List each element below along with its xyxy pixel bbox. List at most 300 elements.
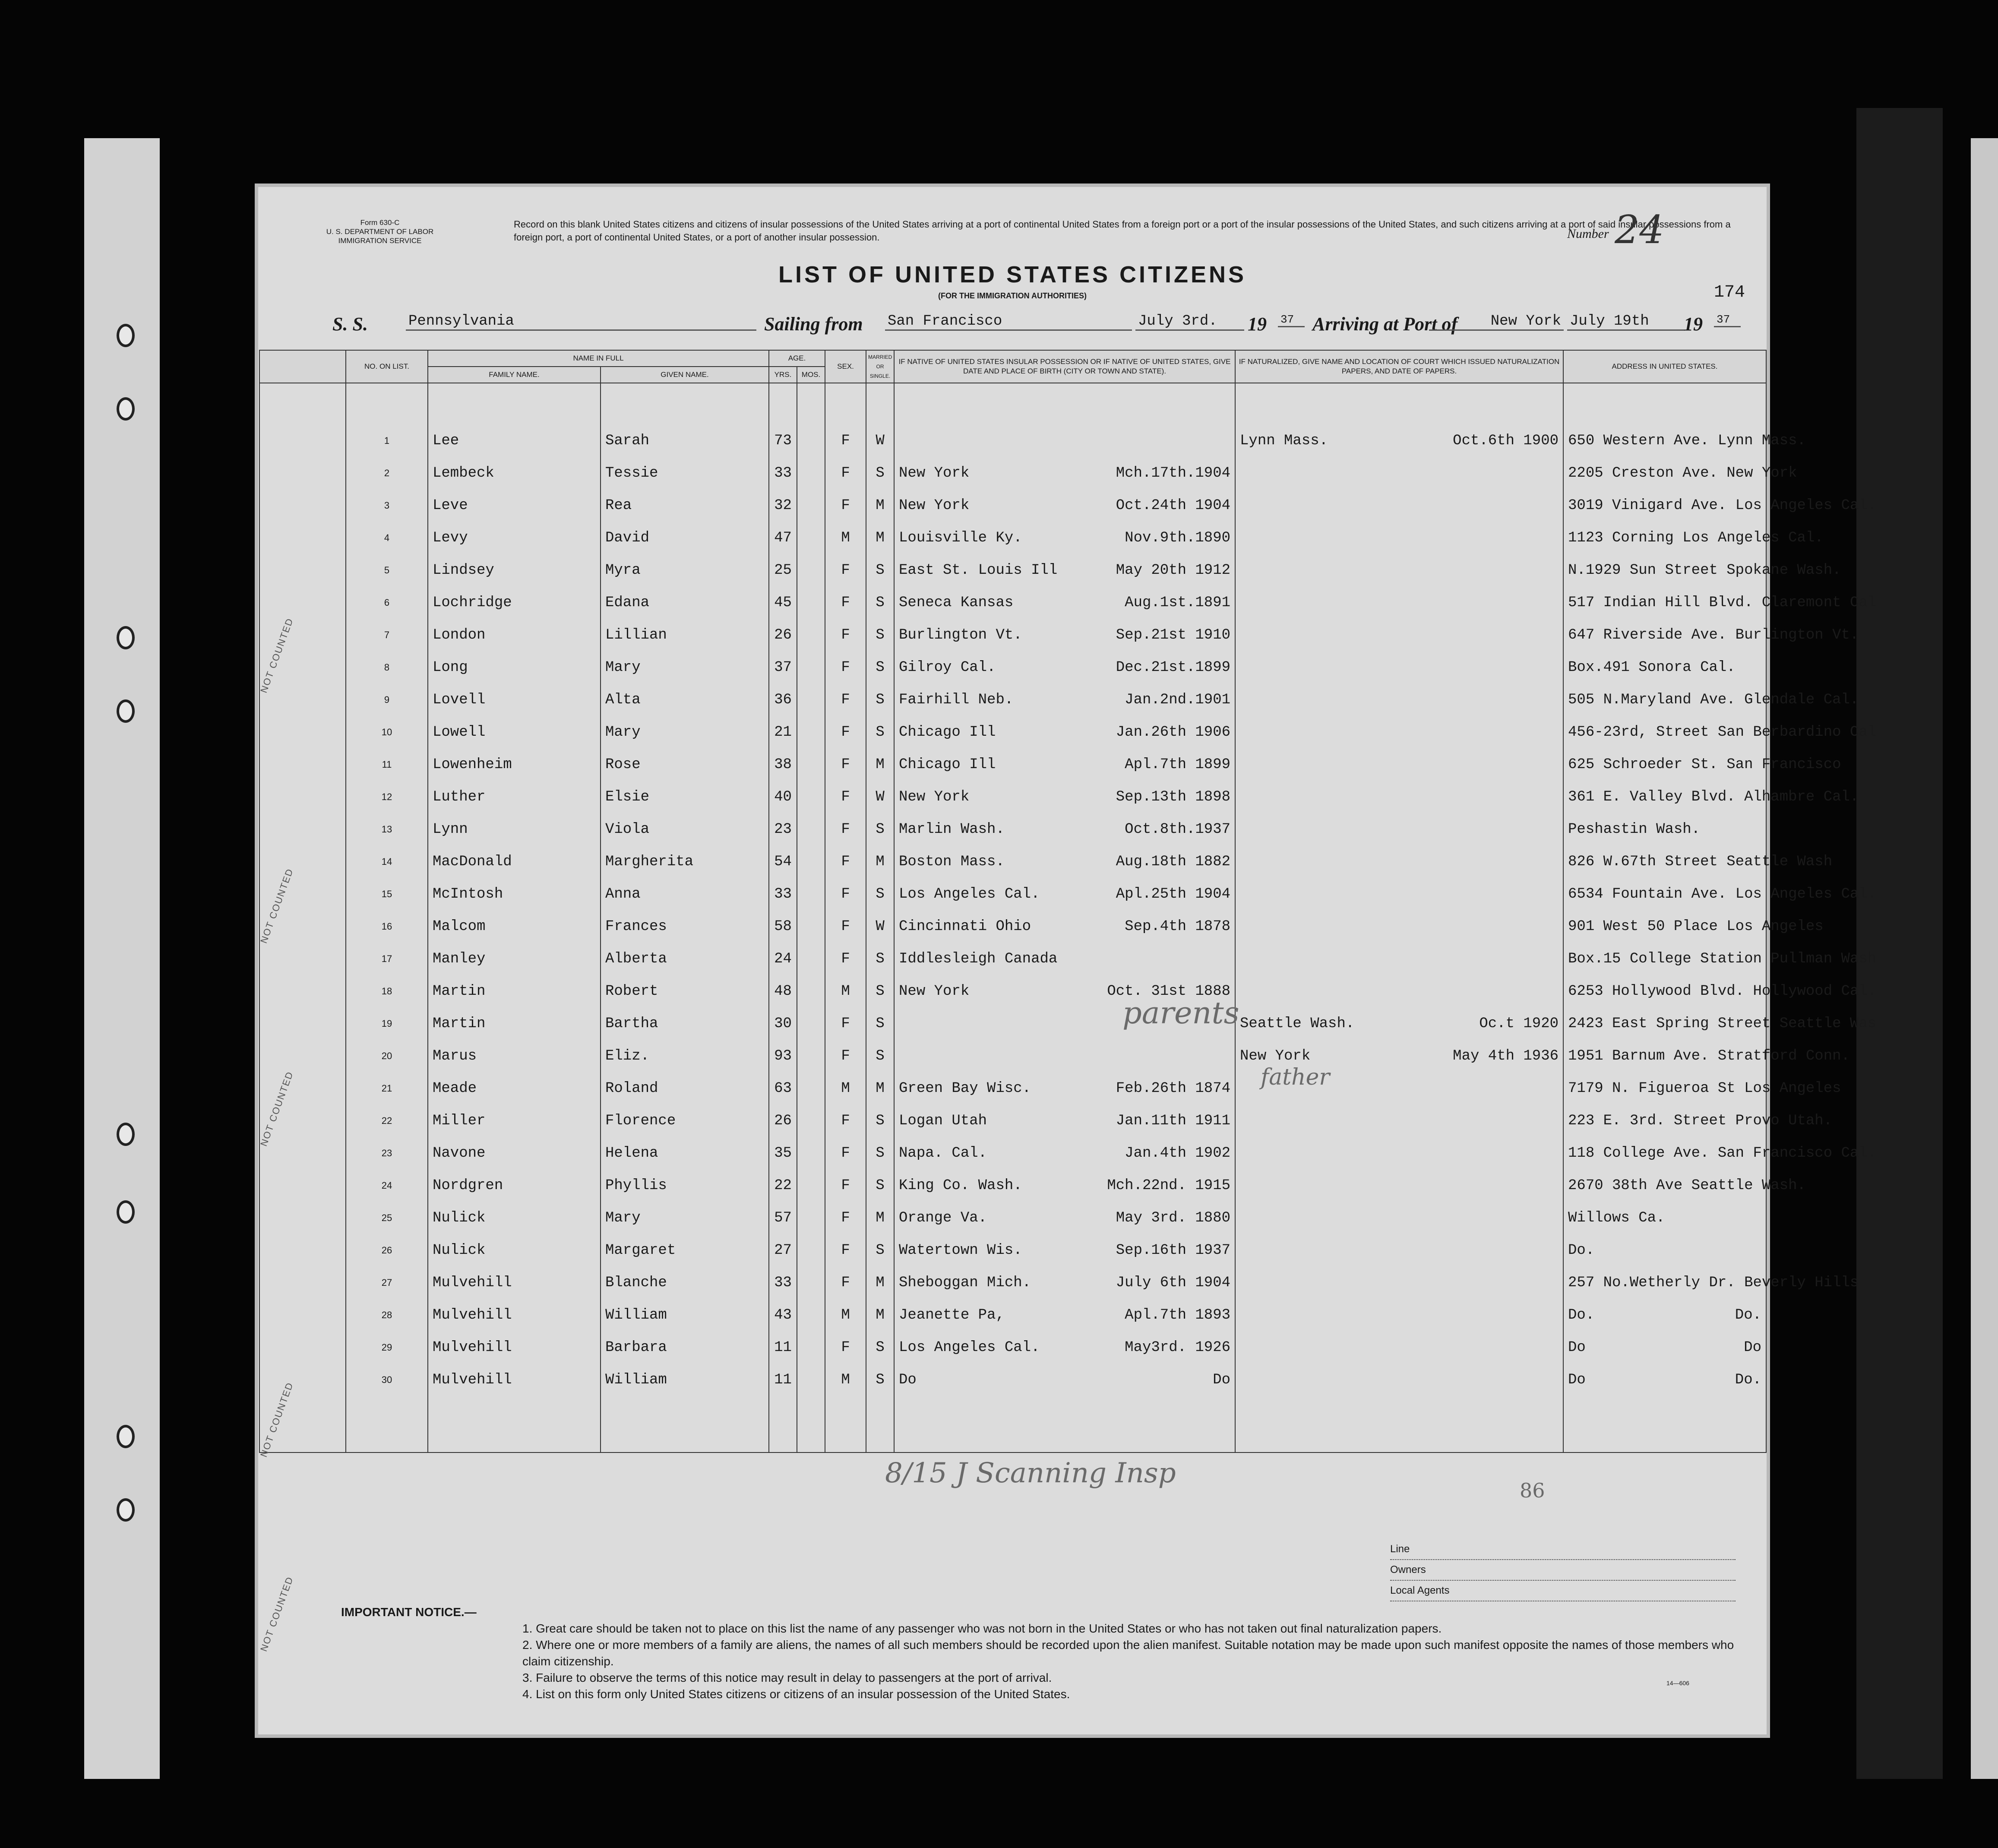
spacer-row	[259, 1396, 1766, 1452]
table-row	[259, 1072, 1766, 1104]
right-dark-strip	[1856, 108, 1943, 1779]
age-years: 54	[769, 845, 797, 878]
naturalization-cell	[1235, 457, 1563, 489]
arriving-label: Arriving at Port of	[1312, 313, 1458, 335]
birth-date: Sep.13th 1898	[1116, 788, 1231, 805]
age-months	[797, 910, 825, 943]
col-spacer	[259, 350, 346, 383]
age-months	[797, 554, 825, 586]
row-number: 9	[346, 684, 428, 716]
family-name: Lembeck	[428, 457, 601, 489]
address-text: 826 W.67th Street Seattle Wash	[1568, 853, 1833, 870]
address-cell	[1563, 1169, 1806, 1202]
sex: M	[825, 1299, 866, 1331]
sex: F	[825, 813, 866, 845]
sex: F	[825, 1234, 866, 1266]
given-name: Myra	[601, 554, 769, 586]
table-row	[259, 1040, 1766, 1072]
birth-cell	[894, 651, 1235, 684]
marital-status: M	[866, 1299, 894, 1331]
age-years: 33	[769, 457, 797, 489]
row-margin	[259, 845, 346, 878]
address-text: 647 Riverside Ave. Burlington Vt.	[1568, 627, 1859, 643]
given-name: Mary	[601, 1202, 769, 1234]
age-years: 11	[769, 1364, 797, 1396]
family-name: London	[428, 619, 601, 651]
marital-status: S	[866, 1234, 894, 1266]
sailing-from-label: Sailing from	[764, 313, 863, 335]
marital-status: S	[866, 943, 894, 975]
birth-cell	[894, 457, 1235, 489]
address-cell	[1563, 586, 1877, 619]
family-name: Malcom	[428, 910, 601, 943]
right-film-strip	[1971, 138, 1998, 1779]
given-name: Mary	[601, 651, 769, 684]
row-number: 22	[346, 1104, 428, 1137]
age-months	[797, 781, 825, 813]
sex: F	[825, 943, 866, 975]
address-cell	[1563, 845, 1833, 878]
not-counted-stamp: NOT COUNTED	[258, 1575, 296, 1653]
given-name: Alta	[601, 684, 769, 716]
birth-cell	[894, 522, 1235, 554]
given-name: William	[601, 1299, 769, 1331]
row-margin	[259, 975, 346, 1007]
age-months	[797, 813, 825, 845]
important-notice	[341, 1604, 1744, 1702]
age-months	[797, 1007, 825, 1040]
age-years: 33	[769, 1266, 797, 1299]
row-number: 30	[346, 1364, 428, 1396]
table-row	[259, 1299, 1766, 1331]
address-cell	[1563, 1137, 1877, 1169]
marital-status: S	[866, 1104, 894, 1137]
age-years: 57	[769, 1202, 797, 1234]
age-months	[797, 1137, 825, 1169]
sex: F	[825, 1202, 866, 1234]
given-name: Viola	[601, 813, 769, 845]
family-name: Miller	[428, 1104, 601, 1137]
naturalization-cell	[1235, 1364, 1563, 1396]
age-years: 73	[769, 424, 797, 457]
age-months	[797, 1299, 825, 1331]
birth-cell	[894, 716, 1235, 748]
service: IMMIGRATION SERVICE	[338, 237, 422, 245]
family-name: Lynn	[428, 813, 601, 845]
sex: F	[825, 878, 866, 910]
age-years: 58	[769, 910, 797, 943]
birth-cell	[894, 1104, 1235, 1137]
birth-place: Seneca Kansas	[899, 594, 1014, 611]
address-ditto: Do.	[1735, 1307, 1762, 1323]
birth-date: Apl.7th 1899	[1125, 756, 1231, 773]
family-name: Mulvehill	[428, 1364, 601, 1396]
page-stamp: 174	[1714, 283, 1745, 302]
given-name: Margaret	[601, 1234, 769, 1266]
family-name: Manley	[428, 943, 601, 975]
sex: M	[825, 1072, 866, 1104]
table-row	[259, 554, 1766, 586]
marital-status: S	[866, 586, 894, 619]
age-months	[797, 684, 825, 716]
given-name: Rose	[601, 748, 769, 781]
birth-date: Sep.4th 1878	[1125, 918, 1231, 935]
marital-status: M	[866, 489, 894, 522]
arrival-year: 37	[1714, 313, 1741, 327]
family-name: Lowell	[428, 716, 601, 748]
marital-status: S	[866, 1137, 894, 1169]
address-text: 118 College Ave. San Francisco Cal.	[1568, 1145, 1877, 1161]
birth-date: Oct. 31st 1888	[1107, 983, 1231, 1000]
sex: F	[825, 651, 866, 684]
marital-status: S	[866, 1007, 894, 1040]
ship-name: Pennsylvania	[406, 313, 756, 331]
row-number: 7	[346, 619, 428, 651]
birth-place: Iddlesleigh Canada	[899, 950, 1058, 967]
marital-status: S	[866, 813, 894, 845]
row-number: 10	[346, 716, 428, 748]
address-cell	[1563, 1104, 1833, 1137]
family-name: Mulvehill	[428, 1299, 601, 1331]
naturalization-court: Lynn Mass.	[1240, 432, 1328, 449]
age-years: 45	[769, 586, 797, 619]
given-name: Tessie	[601, 457, 769, 489]
row-number: 21	[346, 1072, 428, 1104]
family-name: Lochridge	[428, 586, 601, 619]
age-years: 26	[769, 1104, 797, 1137]
age-years: 27	[769, 1234, 797, 1266]
birth-date: May 3rd. 1880	[1116, 1209, 1231, 1226]
birth-cell	[894, 1266, 1235, 1299]
row-margin	[259, 1137, 346, 1169]
empty-cell	[769, 1396, 797, 1452]
punch-hole	[117, 324, 135, 347]
age-years: 26	[769, 619, 797, 651]
birth-date: Mch.17th.1904	[1116, 465, 1231, 481]
sex: M	[825, 1364, 866, 1396]
birth-place: Boston Mass.	[899, 853, 1005, 870]
col-number: NO. ON LIST.	[346, 350, 428, 383]
address-cell	[1563, 781, 1859, 813]
row-number: 23	[346, 1137, 428, 1169]
given-name: Lillian	[601, 619, 769, 651]
col-marital: MARRIED OR SINGLE.	[866, 350, 894, 383]
row-number: 8	[346, 651, 428, 684]
table-row	[259, 1104, 1766, 1137]
naturalization-court: New York	[1240, 1047, 1311, 1064]
arrival-date: July 19th	[1567, 313, 1685, 331]
address-text: 1951 Barnum Ave. Stratford Conn.	[1568, 1047, 1850, 1064]
empty-cell	[428, 1396, 601, 1452]
birth-date: Sep.21st 1910	[1116, 627, 1231, 643]
given-name: Rea	[601, 489, 769, 522]
handwritten-total: 86	[1520, 1479, 1545, 1502]
row-number: 5	[346, 554, 428, 586]
address-text: 625 Schroeder St. San Francisco	[1568, 756, 1841, 773]
birth-cell	[894, 554, 1235, 586]
address-cell	[1563, 1364, 1766, 1396]
birth-place: Chicago Ill	[899, 756, 996, 773]
birth-date: Mch.22nd. 1915	[1107, 1177, 1231, 1194]
address-text: 456-23rd, Street San Berbardino Cal	[1568, 724, 1877, 740]
row-number: 27	[346, 1266, 428, 1299]
address-text: 2205 Creston Ave. New York	[1568, 465, 1797, 481]
address-cell	[1563, 1040, 1850, 1072]
birth-place: Logan Utah	[899, 1112, 987, 1129]
birth-date: Oct.24th 1904	[1116, 497, 1231, 514]
given-name: Sarah	[601, 424, 769, 457]
address-ditto: Do	[1744, 1339, 1762, 1356]
birth-date: Do	[1213, 1371, 1231, 1388]
number-value: 24	[1615, 207, 1664, 253]
address-cell	[1563, 748, 1841, 781]
age-years: 33	[769, 878, 797, 910]
table-row	[259, 1007, 1766, 1040]
birth-place: Chicago Ill	[899, 724, 996, 740]
age-months	[797, 1234, 825, 1266]
birth-cell	[894, 1331, 1235, 1364]
naturalization-cell	[1235, 716, 1563, 748]
col-naturalized: IF NATURALIZED, GIVE NAME AND LOCATION OF COURT WHICH ISSUED NATURALIZATION PAPERS, AND DATE OF PAPERS.	[1235, 350, 1563, 383]
birth-place: Orange Va.	[899, 1209, 987, 1226]
naturalization-cell	[1235, 1266, 1563, 1299]
given-name: Elsie	[601, 781, 769, 813]
form-code: 14—606	[1666, 1680, 1689, 1687]
birth-place: Los Angeles Cal.	[899, 1339, 1040, 1356]
family-name: Lovell	[428, 684, 601, 716]
birth-date: Dec.21st.1899	[1116, 659, 1231, 676]
family-name: Lindsey	[428, 554, 601, 586]
sex: F	[825, 1104, 866, 1137]
age-years: 47	[769, 522, 797, 554]
naturalization-cell	[1235, 781, 1563, 813]
marital-status: S	[866, 1364, 894, 1396]
naturalization-cell	[1235, 1331, 1563, 1364]
table-body	[259, 383, 1877, 1452]
age-months	[797, 716, 825, 748]
birth-cell	[894, 1364, 1235, 1396]
birth-cell	[894, 1169, 1235, 1202]
sex: F	[825, 716, 866, 748]
table-row	[259, 878, 1766, 910]
family-name: Marus	[428, 1040, 601, 1072]
owners-field: Owners	[1390, 1560, 1736, 1581]
age-months	[797, 1072, 825, 1104]
birth-cell	[894, 845, 1235, 878]
local-agents-field: Local Agents	[1390, 1581, 1736, 1601]
naturalization-cell	[1235, 1234, 1563, 1266]
naturalization-cell	[1235, 586, 1563, 619]
handwritten-scanning-note: 8/15 J Scanning Insp	[885, 1457, 1176, 1489]
birth-place: Jeanette Pa,	[899, 1307, 1005, 1323]
age-months	[797, 975, 825, 1007]
age-months	[797, 1266, 825, 1299]
row-margin	[259, 748, 346, 781]
sex: F	[825, 845, 866, 878]
family-name: Levy	[428, 522, 601, 554]
col-yrs: YRS.	[769, 367, 797, 383]
table-row	[259, 1234, 1766, 1266]
birth-date: Apl.25th 1904	[1116, 886, 1231, 902]
passenger-table	[259, 350, 1877, 1453]
family-name: Navone	[428, 1137, 601, 1169]
address-text: Do.	[1568, 1307, 1595, 1323]
empty-cell	[601, 1396, 769, 1452]
given-name: William	[601, 1364, 769, 1396]
table-row	[259, 845, 1766, 878]
departure-date: July 3rd.	[1135, 313, 1244, 331]
sex: F	[825, 1169, 866, 1202]
naturalization-cell	[1235, 1137, 1563, 1169]
age-months	[797, 522, 825, 554]
address-cell	[1563, 489, 1877, 522]
birth-date: Apl.7th 1893	[1125, 1307, 1231, 1323]
empty-cell	[894, 1396, 1235, 1452]
given-name: Bartha	[601, 1007, 769, 1040]
row-margin	[259, 1202, 346, 1234]
given-name: Phyllis	[601, 1169, 769, 1202]
given-name: Blanche	[601, 1266, 769, 1299]
notice-item: 3. Failure to observe the terms of this notice may result in delay to passengers at the port of arrival.	[522, 1671, 1052, 1684]
birth-date: Sep.16th 1937	[1116, 1242, 1231, 1259]
birth-place: Los Angeles Cal.	[899, 886, 1040, 902]
birth-cell	[894, 781, 1235, 813]
given-name: Mary	[601, 716, 769, 748]
marital-status: S	[866, 554, 894, 586]
table-row	[259, 586, 1766, 619]
naturalization-court: Seattle Wash.	[1240, 1015, 1355, 1032]
age-years: 24	[769, 943, 797, 975]
col-mos: MOS.	[797, 367, 825, 383]
row-number: 20	[346, 1040, 428, 1072]
age-months	[797, 457, 825, 489]
row-margin	[259, 684, 346, 716]
col-sex: SEX.	[825, 350, 866, 383]
naturalization-cell	[1235, 1007, 1563, 1040]
sex: M	[825, 522, 866, 554]
marital-status: S	[866, 619, 894, 651]
row-margin	[259, 1234, 346, 1266]
birth-place: Green Bay Wisc.	[899, 1080, 1031, 1097]
address-text: 361 E. Valley Blvd. Alhambre Cal.	[1568, 788, 1859, 805]
address-text: Box.15 College Station Pullman Wash	[1568, 950, 1877, 967]
family-name: McIntosh	[428, 878, 601, 910]
address-cell	[1563, 813, 1766, 845]
col-birth: IF NATIVE OF UNITED STATES INSULAR POSSESSION OR IF NATIVE OF UNITED STATES, GIVE DATE AND PLACE OF BIRTH (CITY OR TOWN AND STATE).	[894, 350, 1235, 383]
birth-cell	[894, 1299, 1235, 1331]
form-block	[307, 218, 453, 245]
naturalization-cell	[1235, 975, 1563, 1007]
row-number: 28	[346, 1299, 428, 1331]
number-label: Number	[1567, 227, 1609, 241]
address-cell	[1563, 1202, 1766, 1234]
birth-cell	[894, 910, 1235, 943]
age-years: 30	[769, 1007, 797, 1040]
table-row	[259, 457, 1766, 489]
row-margin	[259, 1364, 346, 1396]
page-title: LIST OF UNITED STATES CITIZENS	[778, 262, 1246, 288]
table-row	[259, 684, 1766, 716]
birth-cell	[894, 748, 1235, 781]
age-years: 37	[769, 651, 797, 684]
given-name: David	[601, 522, 769, 554]
sex: F	[825, 1266, 866, 1299]
birth-place: Watertown Wis.	[899, 1242, 1022, 1259]
not-counted-stamp: NOT COUNTED	[258, 867, 296, 945]
birth-place: Sheboggan Mich.	[899, 1274, 1031, 1291]
address-cell	[1563, 1007, 1877, 1040]
marital-status: W	[866, 781, 894, 813]
age-months	[797, 651, 825, 684]
family-name: Luther	[428, 781, 601, 813]
address-cell	[1563, 975, 1877, 1007]
age-years: 40	[769, 781, 797, 813]
table-row	[259, 910, 1766, 943]
address-text: 257 No.Wetherly Dr. Beverly Hills	[1568, 1274, 1859, 1291]
row-number: 19	[346, 1007, 428, 1040]
birth-date: May3rd. 1926	[1125, 1339, 1231, 1356]
marital-status: M	[866, 1072, 894, 1104]
birth-place: New York	[899, 497, 970, 514]
birth-cell	[894, 1202, 1235, 1234]
address-cell	[1563, 1072, 1841, 1104]
table-row	[259, 619, 1766, 651]
naturalization-cell	[1235, 619, 1563, 651]
marital-status: S	[866, 684, 894, 716]
birth-date: Jan.4th 1902	[1125, 1145, 1231, 1161]
given-name: Eliz.	[601, 1040, 769, 1072]
table-row	[259, 975, 1766, 1007]
marital-status: M	[866, 522, 894, 554]
birth-cell	[894, 489, 1235, 522]
address-cell	[1563, 878, 1877, 910]
table-row	[259, 651, 1766, 684]
marital-status: M	[866, 1202, 894, 1234]
birth-cell	[894, 1234, 1235, 1266]
birth-place: King Co. Wash.	[899, 1177, 1022, 1194]
departure-year: 37	[1278, 313, 1305, 327]
age-years: 36	[769, 684, 797, 716]
row-margin	[259, 1331, 346, 1364]
row-number: 25	[346, 1202, 428, 1234]
row-margin	[259, 1299, 346, 1331]
address-text: 1123 Corning Los Angeles Cal.	[1568, 529, 1824, 546]
row-number: 4	[346, 522, 428, 554]
row-margin	[259, 619, 346, 651]
age-months	[797, 1169, 825, 1202]
family-name: Mulvehill	[428, 1331, 601, 1364]
birth-place: Burlington Vt.	[899, 627, 1022, 643]
naturalization-cell	[1235, 1169, 1563, 1202]
age-years: 93	[769, 1040, 797, 1072]
family-name: Meade	[428, 1072, 601, 1104]
sex: F	[825, 457, 866, 489]
address-cell	[1563, 1299, 1766, 1331]
sex: F	[825, 1040, 866, 1072]
handwritten-parents: parents	[1122, 995, 1239, 1031]
birth-place: Do	[899, 1371, 917, 1388]
left-film-strip	[84, 138, 160, 1779]
given-name: Robert	[601, 975, 769, 1007]
family-name: Martin	[428, 1007, 601, 1040]
page-subtitle: (FOR THE IMMIGRATION AUTHORITIES)	[938, 291, 1087, 300]
row-margin	[259, 943, 346, 975]
age-years: 25	[769, 554, 797, 586]
family-name: Long	[428, 651, 601, 684]
row-margin	[259, 586, 346, 619]
address-ditto: Do.	[1735, 1371, 1762, 1388]
naturalization-date: May 4th 1936	[1453, 1047, 1559, 1064]
